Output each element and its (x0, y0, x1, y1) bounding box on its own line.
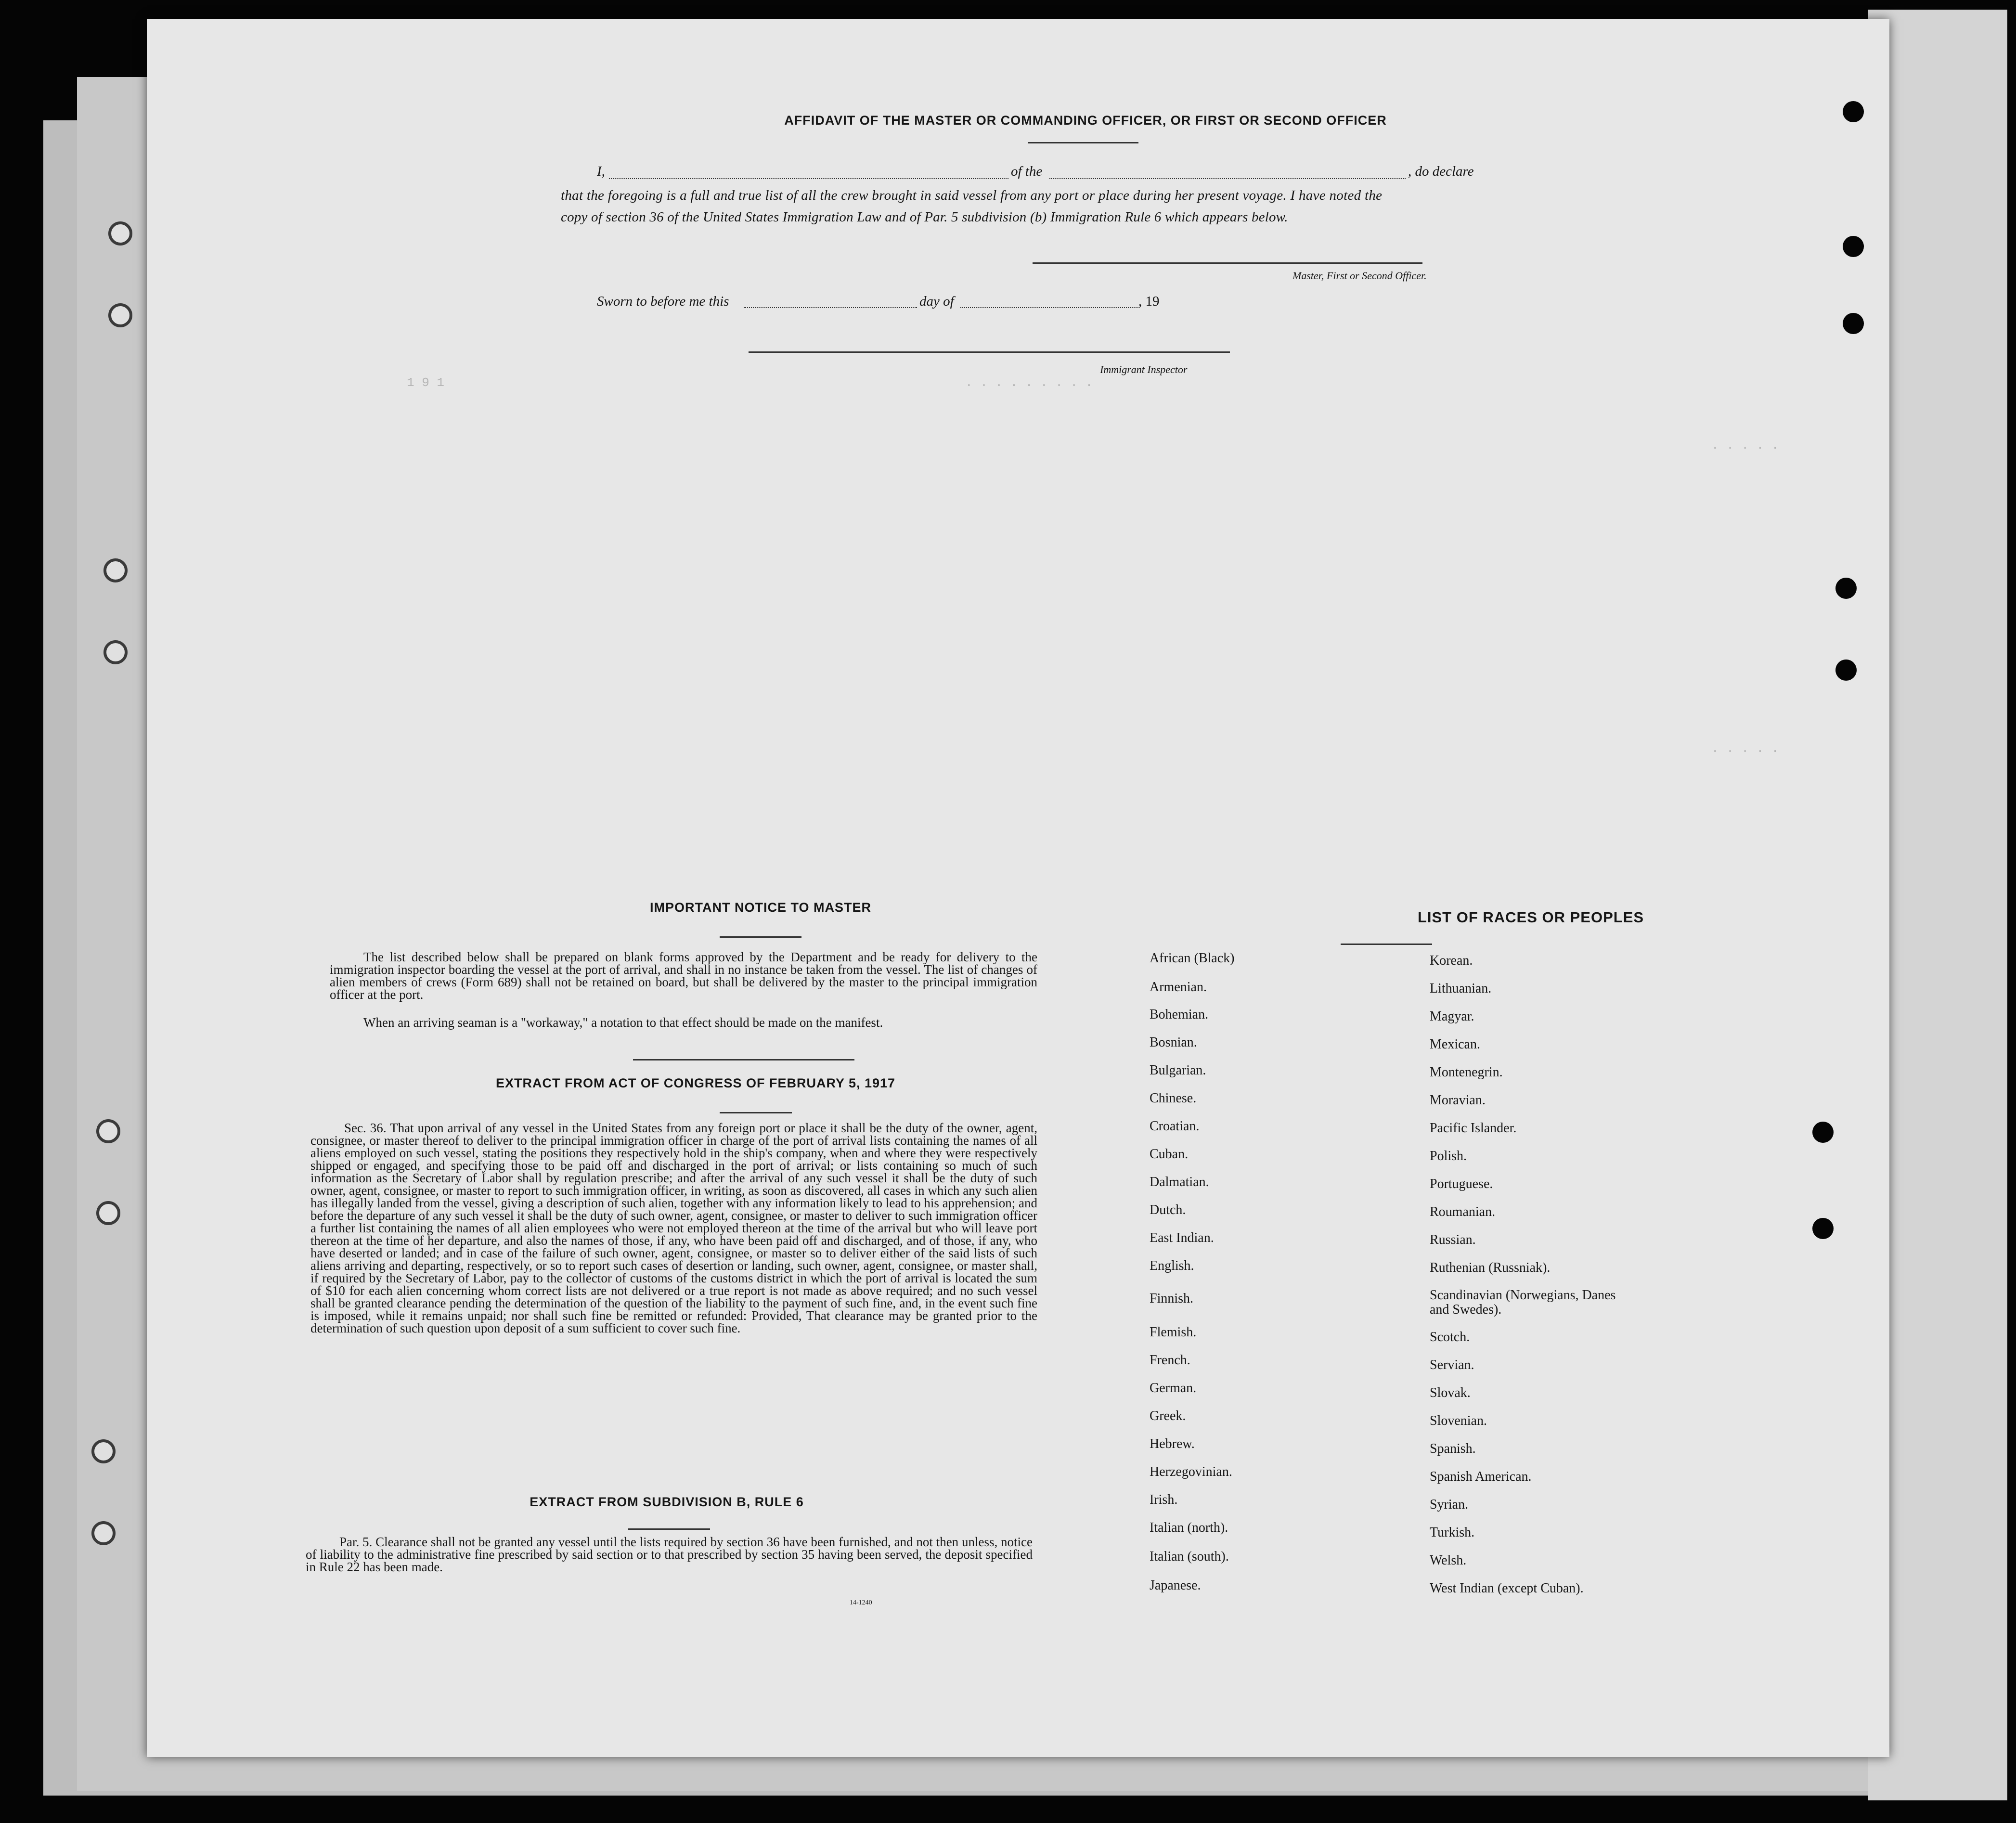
title-rule (1028, 142, 1138, 143)
punch-hole (108, 221, 132, 246)
race-item: Greek. (1150, 1409, 1186, 1423)
race-item: Russian. (1430, 1232, 1476, 1247)
race-item: Pacific Islander. (1430, 1121, 1517, 1136)
race-item: Slovenian. (1430, 1413, 1487, 1428)
affidavit-title: AFFIDAVIT OF THE MASTER OR COMMANDING OFFICER, OR FIRST OR SECOND OFFICER (784, 113, 1387, 128)
race-item: Moravian. (1430, 1093, 1486, 1108)
notice-rule (720, 936, 801, 938)
act-rule (720, 1112, 792, 1113)
bleed-through-mark: . . . . . (1711, 741, 1779, 756)
year-label: , 19 (1138, 294, 1160, 309)
notice-paragraph-1: The list described below shall be prepared on blank forms approved by the Department and be ready for delivery to the immigration inspector boarding the vessel at the port of arrival, and shall in no instance be taken from the vessel. The list of changes of alien members of crews (Form 689) shall not be retained on board, but shall be delivered by the master to the principal immigration officer at the port. (330, 950, 1037, 1002)
punch-hole (1835, 659, 1857, 681)
race-item: Hebrew. (1150, 1436, 1195, 1451)
master-name-field[interactable] (609, 178, 1008, 179)
sworn-day-field[interactable] (744, 307, 917, 308)
affidavit-line-2: that the foregoing is a full and true list of all the crew brought in said vessel from any port or place during her present voyage. I have noted the (561, 188, 1383, 203)
race-item: Italian (north). (1150, 1520, 1228, 1535)
master-signature-line[interactable] (1033, 262, 1422, 264)
notice-title: IMPORTANT NOTICE TO MASTER (650, 900, 871, 915)
race-item: Bosnian. (1150, 1035, 1197, 1050)
race-item: Portuguese. (1430, 1177, 1493, 1191)
race-item: Turkish. (1430, 1525, 1475, 1540)
inspector-signature-caption: Immigrant Inspector (1100, 363, 1188, 375)
bleed-through-mark: . . . . . (1711, 438, 1779, 453)
race-item: Cuban. (1150, 1147, 1189, 1162)
day-of-label: day of (919, 294, 954, 309)
race-item: Scandinavian (Norwegians, Danes and Swedes). (1430, 1288, 1616, 1317)
race-item: Armenian. (1150, 980, 1207, 995)
races-title: LIST OF RACES OR PEOPLES (1417, 909, 1644, 926)
bleed-through-mark: . . . . . . . . . (965, 375, 1093, 390)
punch-hole (108, 303, 132, 327)
section-rule (633, 1059, 854, 1060)
race-item: African (Black) (1150, 951, 1235, 966)
race-item: German. (1150, 1381, 1197, 1396)
race-item: Finnish. (1150, 1291, 1194, 1306)
race-item: Scotch. (1430, 1330, 1470, 1345)
rule-par-5-text: Par. 5. Clearance shall not be granted any vessel until the lists required by section 36 have been furnished, and not then unless, notice of liability to the administrative fine prescribed by said section or to that prescribed by section 35 having been served, the deposit specified in Rule 22 has been made. (306, 1535, 1033, 1574)
punch-hole (96, 1201, 120, 1225)
form-code: 14-1240 (850, 1599, 872, 1606)
affidavit-i-label: I, (597, 164, 605, 179)
race-item: Ruthenian (Russniak). (1430, 1260, 1551, 1275)
race-item: English. (1150, 1258, 1194, 1273)
race-item: Herzegovinian. (1150, 1464, 1232, 1479)
race-item: Bulgarian. (1150, 1063, 1206, 1078)
act-section-36-text: Sec. 36. That upon arrival of any vessel in the United States from any foreign port or place it shall be the duty of the owner, agent, consignee, or master thereof to deliver to the principal immigration officer in charge of the port of arrival lists containing the names of all aliens employed on such vessel, stating the positions they respectively hold in the ship's company, when and where they were respectively shipped or engaged, and specifying those to be paid off and discharged in the port of arrival; or lists containing so much of such information as the Secretary of Labor shall by regulation prescribe; and after the arrival of any such vessel it shall be the duty of such owner, agent, consignee, or master to report to such immigration officer, in writing, as soon as discovered, all cases in which any such alien has illegally landed from the vessel, giving a description of such alien, together with any information likely to lead to his apprehension; and before the departure of any such vessel it shall be the duty of such owner, agent, consignee, or master to deliver to such immigration officer a further list containing the names of all alien employees who were not employed thereon at the time of the arrival but who will leave port thereon at the time of her departure, and also the names of those, if any, who have been paid off and discharged, and of those, if any, who have deserted or landed; and in case of the failure of such owner, agent, consignee, or master so to deliver either of the said lists of such aliens arriving and departing, respectively, or so to report such cases of desertion or landing, such owner, agent, consignee, or master shall, if required by the Secretary of Labor, pay to the collector of customs of the customs district in which the port of arrival is located the sum of $10 for each alien concerning whom correct lists are not delivered or a true report is not made as above required; and no such vessel shall be granted clearance pending the determination of the question of the liability to the payment of such fine, and, in the event such fine is imposed, while it remains unpaid; nor shall such fine be remitted or refunded: Provided, That clearance may be granted prior to the determination of such question upon deposit of a sum sufficient to cover such fine. (310, 1121, 1037, 1335)
race-item: Croatian. (1150, 1119, 1200, 1134)
races-rule (1341, 944, 1432, 945)
race-item: Spanish. (1430, 1441, 1476, 1456)
race-item: Montenegrin. (1430, 1065, 1503, 1080)
punch-hole (1812, 1122, 1834, 1143)
race-item: Italian (south). (1150, 1549, 1229, 1564)
race-item: Irish. (1150, 1492, 1178, 1507)
punch-hole (1843, 101, 1864, 122)
inspector-signature-line[interactable] (749, 351, 1230, 353)
race-item: Lithuanian. (1430, 981, 1492, 996)
race-item: Spanish American. (1430, 1469, 1532, 1484)
race-item: Korean. (1430, 953, 1473, 968)
act-extract-title: EXTRACT FROM ACT OF CONGRESS OF FEBRUARY 5, 1917 (495, 1076, 896, 1090)
race-item: Mexican. (1430, 1037, 1480, 1052)
race-item: West Indian (except Cuban). (1430, 1581, 1584, 1596)
race-item: Roumanian. (1430, 1204, 1496, 1219)
race-item: Japanese. (1150, 1578, 1201, 1593)
race-item: East Indian. (1150, 1230, 1214, 1245)
notice-paragraph-2: When an arriving seaman is a "workaway," a notation to that effect should be made on the manifest. (363, 1015, 883, 1030)
punch-hole (103, 640, 128, 664)
race-item: Welsh. (1430, 1553, 1467, 1568)
punch-hole (103, 558, 128, 582)
affidavit-line-3: copy of section 36 of the United States Immigration Law and of Par. 5 subdivision (b) Immigration Rule 6 which appears below. (561, 209, 1288, 225)
race-item: French. (1150, 1353, 1190, 1368)
race-item: Flemish. (1150, 1325, 1197, 1340)
race-item: Servian. (1430, 1358, 1474, 1372)
punch-hole (1843, 313, 1864, 334)
punch-hole (1835, 578, 1857, 599)
punch-hole (91, 1439, 116, 1463)
race-item: Slovak. (1430, 1385, 1471, 1400)
sworn-label: Sworn to before me this (597, 294, 729, 309)
affidavit-declare-label: , do declare (1408, 164, 1474, 179)
master-signature-caption: Master, First or Second Officer. (1292, 270, 1427, 282)
race-item: Chinese. (1150, 1091, 1197, 1106)
race-item: Dutch. (1150, 1202, 1186, 1217)
sworn-month-field[interactable] (960, 307, 1138, 308)
race-item: Bohemian. (1150, 1007, 1209, 1022)
punch-hole (1812, 1218, 1834, 1239)
punch-hole (96, 1119, 120, 1143)
vessel-name-field[interactable] (1049, 178, 1406, 179)
race-item: Syrian. (1430, 1497, 1469, 1512)
race-item: Dalmatian. (1150, 1175, 1209, 1189)
race-item: Magyar. (1430, 1009, 1474, 1024)
rule-rule (628, 1528, 710, 1530)
punch-hole (1843, 236, 1864, 257)
bleed-through-mark: 1 9 1 (407, 375, 445, 390)
affidavit-of-label: of the (1011, 164, 1043, 179)
race-item: Polish. (1430, 1149, 1467, 1164)
document-page (147, 19, 1889, 1757)
rule-extract-title: EXTRACT FROM SUBDIVISION B, RULE 6 (530, 1495, 804, 1509)
punch-hole (91, 1521, 116, 1545)
